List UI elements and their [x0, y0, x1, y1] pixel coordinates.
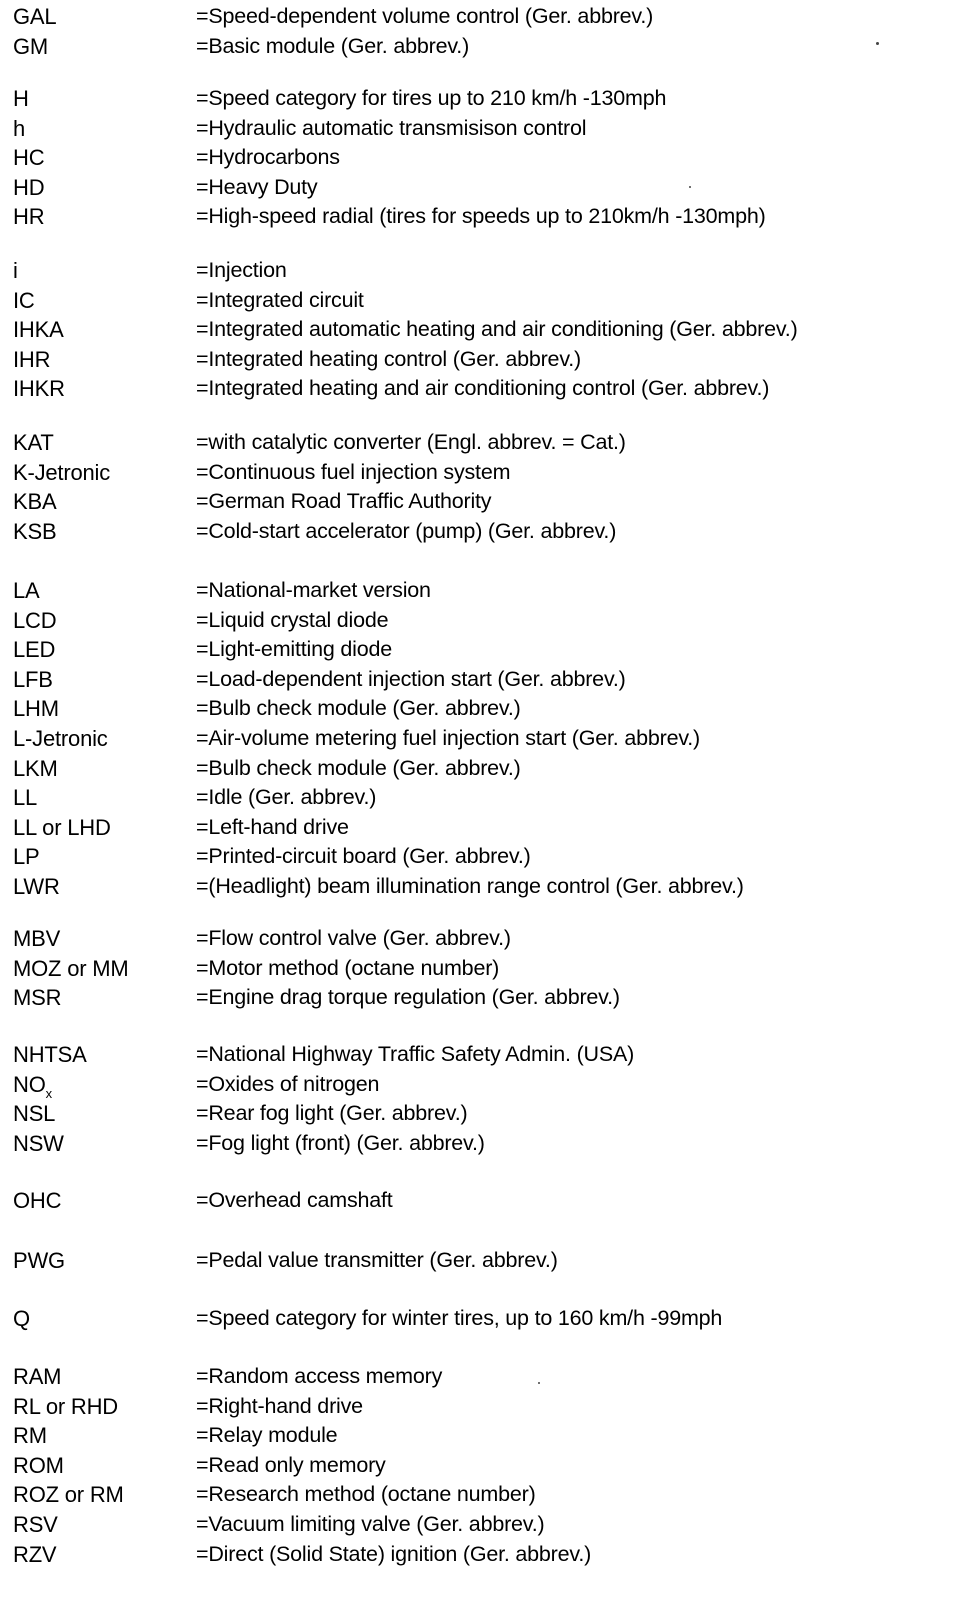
definition: =High-speed radial (tires for speeds up to 210km/h -130mph) [196, 204, 766, 229]
definition: =Right-hand drive [196, 1393, 363, 1418]
glossary-entry [0, 1186, 960, 1216]
glossary-entry [0, 783, 960, 813]
abbreviation: NSW [13, 1130, 64, 1156]
glossary-entry [0, 345, 960, 375]
glossary-entry [0, 143, 960, 173]
definition: =German Road Traffic Authority [196, 489, 492, 514]
abbreviation: LHM [13, 696, 59, 722]
glossary-entry [0, 724, 960, 754]
glossary-group [0, 1362, 960, 1569]
definition: =Integrated heating control (Ger. abbrev.) [196, 346, 582, 371]
abbreviation-subscript: x [45, 1085, 52, 1101]
glossary-entry [0, 458, 960, 488]
glossary-entry [0, 635, 960, 665]
definition: =Read only memory [196, 1452, 386, 1477]
glossary-entry [0, 606, 960, 636]
definition: =Injection [196, 258, 287, 282]
glossary-entry [0, 983, 960, 1013]
definition: =National-market version [196, 578, 431, 602]
definition: =Research method (octane number) [196, 1482, 536, 1507]
abbreviation: LL or LHD [13, 814, 111, 840]
glossary-group [0, 428, 960, 546]
definition: =Engine drag torque regulation (Ger. abbrev.) [196, 985, 620, 1010]
glossary-entry [0, 315, 960, 345]
abbreviation: IHKA [13, 317, 64, 343]
definition: =Integrated heating and air conditioning control (Ger. abbrev.) [196, 376, 770, 401]
abbreviation: IHR [13, 346, 51, 372]
abbreviation: KAT [13, 430, 54, 455]
glossary-entry [0, 665, 960, 695]
definition: =Relay module [196, 1423, 338, 1448]
scan-speck [538, 1382, 540, 1384]
scan-speck [876, 42, 879, 45]
glossary-entry [0, 924, 960, 954]
abbreviation: ROM [13, 1452, 64, 1478]
definition: =Continuous fuel injection system [196, 459, 511, 484]
abbreviation: L-Jetronic [13, 725, 108, 751]
definition: =Random access memory [196, 1364, 443, 1388]
definition: =Bulb check module (Ger. abbrev.) [196, 755, 521, 780]
glossary-entry [0, 1451, 960, 1481]
glossary-entry [0, 1421, 960, 1451]
glossary-entry [0, 1040, 960, 1070]
glossary-group [0, 924, 960, 1013]
definition: =Overhead camshaft [196, 1188, 393, 1212]
definition: =Speed category for tires up to 210 km/h -130mph [196, 86, 667, 110]
glossary-entry [0, 1540, 960, 1570]
definition: =Integrated circuit [196, 287, 364, 312]
abbreviation: LA [13, 578, 40, 603]
definition: =Pedal value transmitter (Ger. abbrev.) [196, 1248, 558, 1272]
definition: =Rear fog light (Ger. abbrev.) [196, 1101, 468, 1126]
glossary-entry [0, 428, 960, 458]
abbreviation: LL [13, 785, 38, 811]
abbreviation: OHC [13, 1188, 62, 1213]
abbreviation: ROZ or RM [13, 1482, 124, 1508]
definition: =Direct (Solid State) ignition (Ger. abbrev.) [196, 1541, 592, 1566]
glossary-entry [0, 1362, 960, 1392]
glossary-entry [0, 1304, 960, 1334]
abbreviation: IHKR [13, 376, 65, 402]
definition: =Printed-circuit board (Ger. abbrev.) [196, 844, 531, 869]
abbreviation: HD [13, 174, 45, 200]
glossary-entry [0, 1099, 960, 1129]
definition: =Flow control valve (Ger. abbrev.) [196, 926, 511, 950]
abbreviation: RZV [13, 1541, 57, 1567]
definition: =Light-emitting diode [196, 637, 392, 662]
glossary-entry [0, 84, 960, 114]
glossary-entry [0, 754, 960, 784]
glossary-entry [0, 256, 960, 286]
definition: =Load-dependent injection start (Ger. abbrev.) [196, 666, 626, 691]
abbreviation: K-Jetronic [13, 459, 111, 485]
abbreviation: MSR [13, 985, 62, 1011]
abbreviation: PWG [13, 1248, 65, 1273]
definition: =Speed category for winter tires, up to 160 km/h -99mph [196, 1306, 723, 1330]
abbreviation: LKM [13, 755, 58, 781]
glossary-entry [0, 694, 960, 724]
abbreviation: RAM [13, 1364, 62, 1389]
abbreviation: Q [13, 1306, 30, 1331]
abbreviation: i [13, 258, 18, 283]
definition: =Vacuum limiting valve (Ger. abbrev.) [196, 1511, 545, 1536]
abbreviation: LFB [13, 666, 53, 692]
definition: =Motor method (octane number) [196, 955, 500, 980]
abbreviation: RM [13, 1423, 47, 1449]
abbreviation: IC [13, 287, 35, 313]
glossary-group [0, 84, 960, 232]
glossary-group [0, 2, 960, 61]
glossary-group [0, 1246, 960, 1276]
glossary-group [0, 576, 960, 902]
glossary-entry [0, 1129, 960, 1159]
abbreviation: h [13, 115, 26, 141]
glossary-group [0, 256, 960, 404]
abbreviation: $NO_x$ [13, 1071, 52, 1101]
abbreviation: MOZ or MM [13, 955, 129, 981]
glossary-entry [0, 872, 960, 902]
glossary-entry [0, 842, 960, 872]
glossary-entry [0, 1392, 960, 1422]
abbreviation: GAL [13, 4, 57, 29]
abbreviation: LED [13, 637, 56, 663]
glossary-entry [0, 1070, 960, 1100]
glossary-entry [0, 1480, 960, 1510]
glossary-group [0, 1304, 960, 1334]
definition: =Fog light (front) (Ger. abbrev.) [196, 1130, 485, 1155]
glossary-entry [0, 32, 960, 62]
glossary-entry [0, 1510, 960, 1540]
glossary-group [0, 1040, 960, 1158]
definition: =Hydrocarbons [196, 145, 340, 170]
glossary-entry [0, 954, 960, 984]
glossary-entry [0, 374, 960, 404]
definition: =Liquid crystal diode [196, 607, 389, 632]
abbreviation: H [13, 86, 29, 111]
glossary-entry [0, 202, 960, 232]
glossary-entry [0, 487, 960, 517]
glossary-entry [0, 813, 960, 843]
abbreviation: KBA [13, 489, 57, 515]
abbreviation: KSB [13, 518, 57, 544]
definition: =Idle (Ger. abbrev.) [196, 785, 377, 810]
glossary-entry [0, 1246, 960, 1276]
definition: =National Highway Traffic Safety Admin. (USA) [196, 1042, 635, 1066]
definition: =Hydraulic automatic transmisison control [196, 115, 587, 140]
definition: =Speed-dependent volume control (Ger. abbrev.) [196, 4, 654, 28]
abbreviation: GM [13, 33, 49, 59]
glossary-entry [0, 173, 960, 203]
definition: =Air-volume metering fuel injection start (Ger. abbrev.) [196, 725, 701, 750]
abbreviation: MBV [13, 926, 61, 951]
definition: =Cold-start accelerator (pump) (Ger. abbrev.) [196, 518, 617, 543]
definition: =(Headlight) beam illumination range control (Ger. abbrev.) [196, 873, 744, 898]
abbreviation: NSL [13, 1101, 56, 1127]
definition: =Integrated automatic heating and air conditioning (Ger. abbrev.) [196, 317, 798, 342]
glossary-entry [0, 286, 960, 316]
definition: =Bulb check module (Ger. abbrev.) [196, 696, 521, 721]
glossary-entry [0, 2, 960, 32]
abbreviation: NHTSA [13, 1042, 87, 1067]
glossary-entry [0, 517, 960, 547]
abbreviation: LP [13, 844, 40, 870]
abbreviation: RSV [13, 1511, 58, 1537]
definition: =Left-hand drive [196, 814, 349, 839]
abbreviation: RL or RHD [13, 1393, 118, 1419]
definition: =with catalytic converter (Engl. abbrev. = Cat.) [196, 430, 626, 454]
abbreviation: HC [13, 145, 45, 171]
abbreviation: HR [13, 204, 45, 230]
abbreviation: LCD [13, 607, 57, 633]
glossary-entry [0, 576, 960, 606]
abbreviation: LWR [13, 873, 60, 899]
definition: =Basic module (Ger. abbrev.) [196, 33, 470, 58]
definition: =Oxides of nitrogen [196, 1071, 380, 1096]
scan-speck [689, 186, 691, 188]
definition: =Heavy Duty [196, 174, 318, 199]
glossary-entry [0, 114, 960, 144]
glossary-group [0, 1186, 960, 1216]
